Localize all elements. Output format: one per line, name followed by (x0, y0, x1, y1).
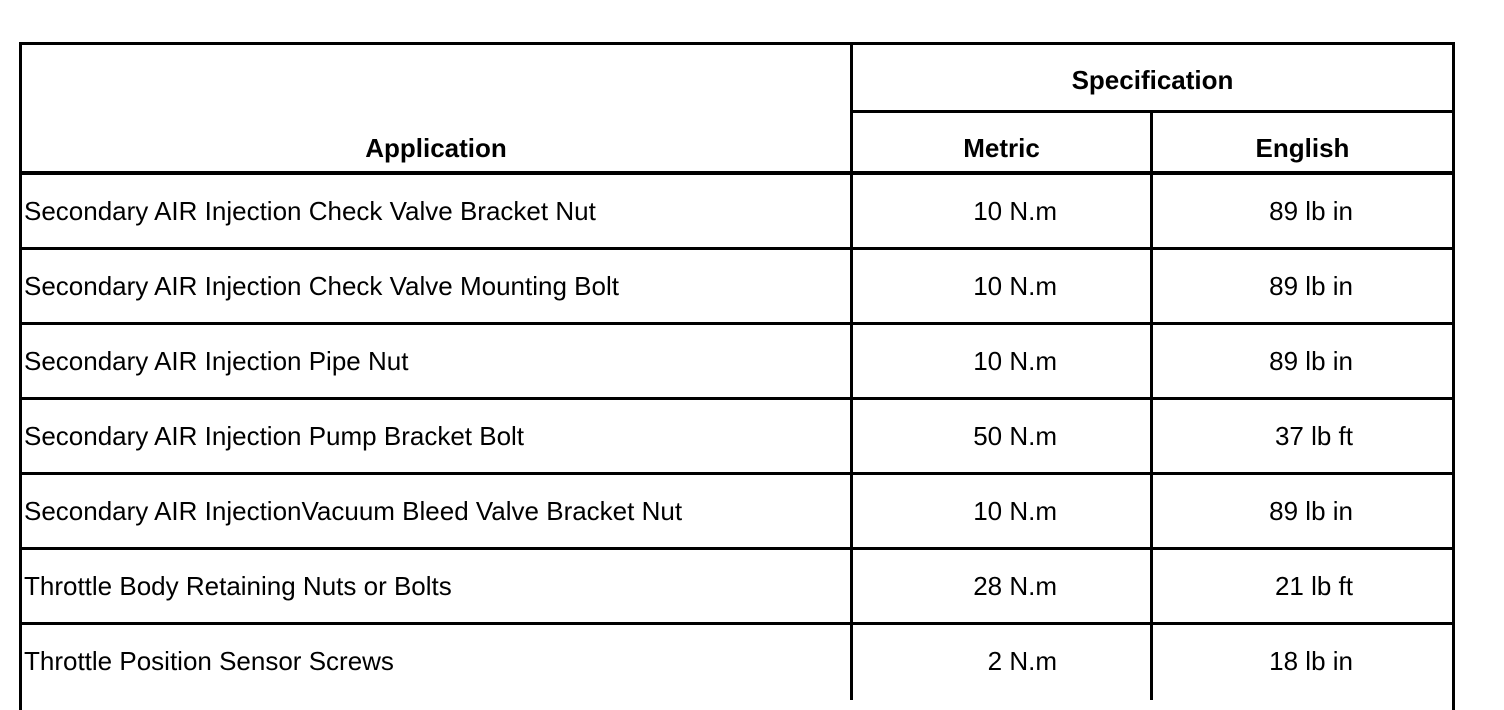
specification-table (19, 42, 1455, 710)
application-cell: Throttle Body Retaining Nuts or Bolts (22, 550, 853, 622)
application-cell: Secondary AIR Injection Pipe Nut (22, 325, 853, 397)
english-cell: 89 lb in (1269, 196, 1353, 226)
table-row (22, 475, 1452, 550)
metric-cell: 50 N.m (853, 400, 1153, 472)
application-cell: Throttle Position Sensor Screws (22, 625, 853, 700)
english-cell: 89 lb in (1269, 496, 1353, 526)
header-specification (853, 45, 1452, 113)
english-cell: 18 lb in (1269, 646, 1353, 676)
english-cell: 89 lb in (1269, 346, 1353, 376)
metric-cell: 10 N.m (853, 250, 1153, 322)
metric-cell: 2 N.m (853, 625, 1153, 700)
application-cell: Secondary AIR Injection Check Valve Bracket Nut (22, 175, 853, 247)
application-cell: Secondary AIR Injection Check Valve Mounting Bolt (22, 250, 853, 322)
table-row (22, 250, 1452, 325)
header-english (1153, 113, 1452, 171)
table-row (22, 550, 1452, 625)
header-specification-label: Specification (1071, 65, 1234, 95)
header-metric (853, 113, 1153, 171)
table-header (22, 45, 1452, 175)
metric-cell: 10 N.m (853, 475, 1153, 547)
table-body (22, 175, 1452, 700)
metric-cell: 10 N.m (853, 175, 1153, 247)
english-cell: 89 lb in (1269, 271, 1353, 301)
table-row (22, 625, 1452, 700)
english-cell: 37 lb ft (1274, 421, 1353, 451)
metric-cell: 28 N.m (853, 550, 1153, 622)
application-cell: Secondary AIR Injection Pump Bracket Bolt (22, 400, 853, 472)
header-english-label: English (1255, 133, 1350, 163)
table-row (22, 175, 1452, 250)
header-application-label: Application (365, 133, 507, 163)
table-row (22, 325, 1452, 400)
header-metric-label: Metric (963, 133, 1040, 163)
metric-cell: 10 N.m (853, 325, 1153, 397)
header-application (22, 45, 853, 171)
application-cell: Secondary AIR InjectionVacuum Bleed Valve Bracket Nut (22, 475, 853, 547)
english-cell: 21 lb ft (1274, 571, 1353, 601)
table-row (22, 400, 1452, 475)
